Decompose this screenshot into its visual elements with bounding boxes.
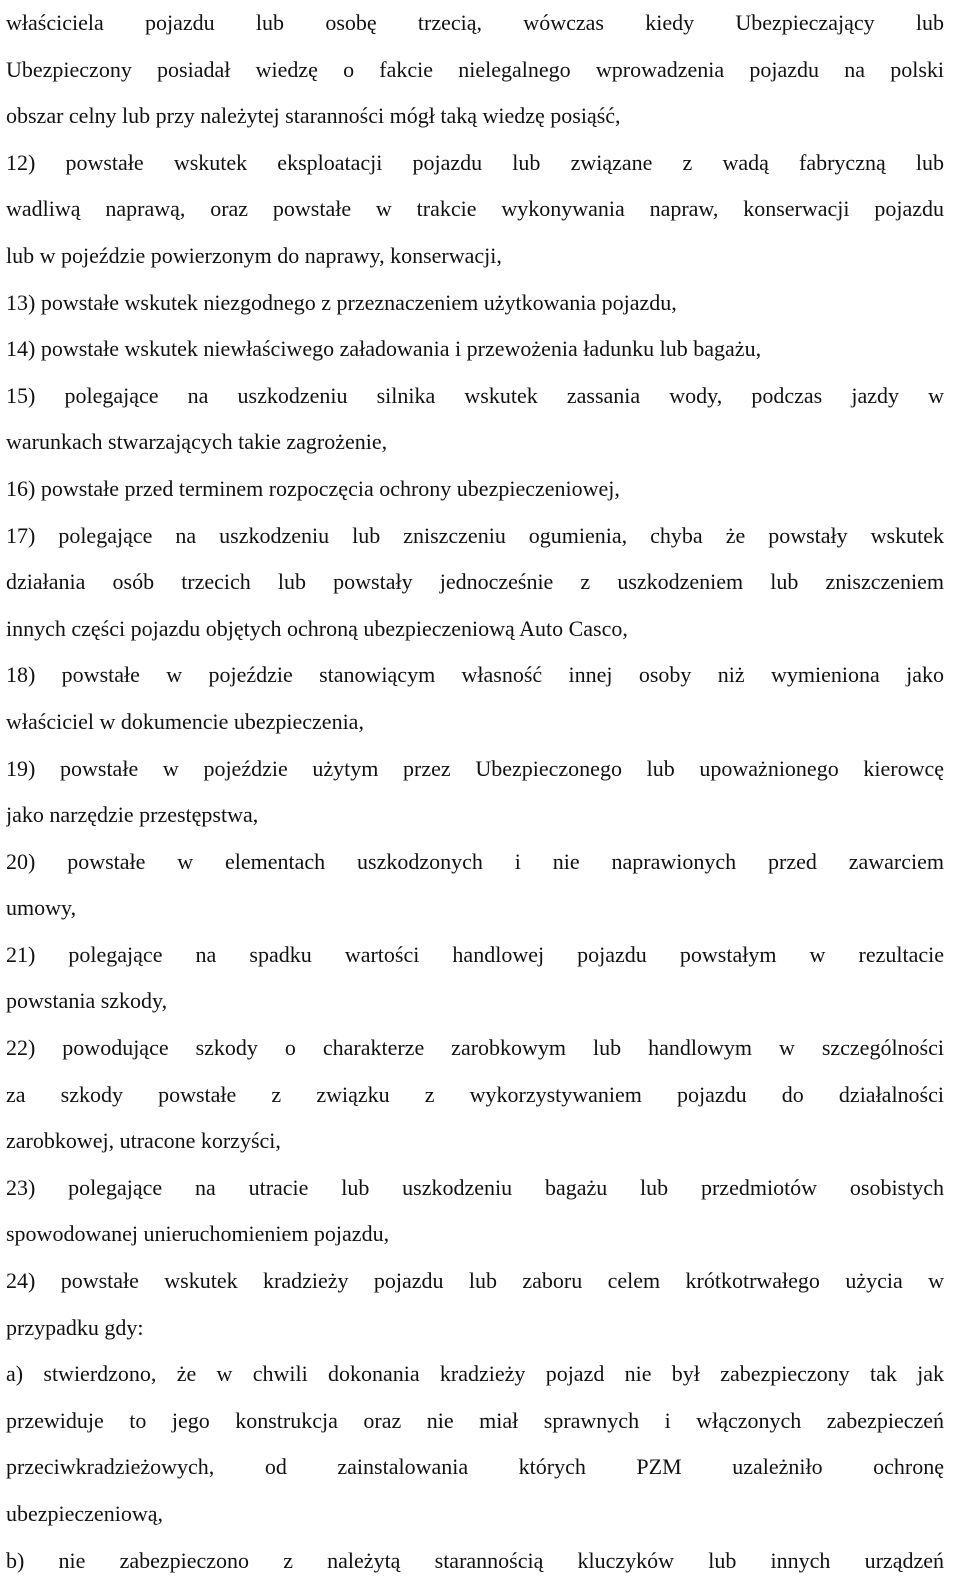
text-line: 22) powodujące szkody o charakterze zarobkowym lub handlowym w szczególności (6, 1035, 944, 1061)
text-line: 19) powstałe w pojeździe użytym przez Ubezpieczonego lub upoważnionego kierowcę (6, 755, 944, 781)
text-line: przeciwkradzieżowych, od zainstalowania których PZM uzależniło ochronę (6, 1454, 944, 1480)
text-line: przewiduje to jego konstrukcja oraz nie miał sprawnych i włączonych zabezpieczeń (6, 1407, 944, 1433)
text-line: a) stwierdzono, że w chwili dokonania kradzieży pojazd nie był zabezpieczony tak jak (6, 1361, 944, 1387)
text-line: jako narzędzie przestępstwa, (6, 802, 259, 828)
text-line: 17) polegające na uszkodzeniu lub zniszczeniu ogumienia, chyba że powstały wskutek (6, 522, 944, 548)
text-line: za szkody powstałe z związku z wykorzystywaniem pojazdu do działalności (6, 1081, 944, 1107)
document-page (6, 0, 944, 1589)
text-line: 13) powstałe wskutek niezgodnego z przeznaczeniem użytkowania pojazdu, (6, 289, 677, 315)
text-line: 14) powstałe wskutek niewłaściwego załadowania i przewożenia ładunku lub bagażu, (6, 336, 762, 362)
text-line: 24) powstałe wskutek kradzieży pojazdu lub zaboru celem krótkotrwałego użycia w (6, 1268, 944, 1294)
text-line: 20) powstałe w elementach uszkodzonych i nie naprawionych przed zawarciem (6, 848, 944, 874)
text-line: 21) polegające na spadku wartości handlowej pojazdu powstałym w rezultacie (6, 941, 944, 967)
text-line: 23) polegające na utracie lub uszkodzeniu bagażu lub przedmiotów osobistych (6, 1174, 944, 1200)
text-line: 12) powstałe wskutek eksploatacji pojazdu lub związane z wadą fabryczną lub (6, 149, 944, 175)
text-line: przypadku gdy: (6, 1314, 144, 1340)
text-line: zarobkowej, utracone korzyści, (6, 1128, 281, 1154)
text-line: 16) powstałe przed terminem rozpoczęcia ochrony ubezpieczeniowej, (6, 475, 620, 501)
text-line: spowodowanej unieruchomieniem pojazdu, (6, 1221, 390, 1247)
text-line: powstania szkody, (6, 988, 168, 1014)
text-line: 18) powstałe w pojeździe stanowiącym własność innej osoby niż wymieniona jako (6, 662, 944, 688)
text-line: umowy, (6, 895, 77, 921)
text-line: innych części pojazdu objętych ochroną ubezpieczeniową Auto Casco, (6, 615, 628, 641)
text-line: 15) polegające na uszkodzeniu silnika wskutek zassania wody, podczas jazdy w (6, 382, 944, 408)
text-line: właściciela pojazdu lub osobę trzecią, wówczas kiedy Ubezpieczający lub (6, 10, 944, 35)
text-line: lub w pojeździe powierzonym do naprawy, konserwacji, (6, 242, 502, 268)
text-line: ubezpieczeniową, (6, 1501, 163, 1526)
text-line: obszar celny lub przy należytej staranności mógł taką wiedzę posiąść, (6, 103, 621, 129)
text-line: właściciel w dokumencie ubezpieczenia, (6, 708, 364, 734)
text-line: wadliwą naprawą, oraz powstałe w trakcie wykonywania napraw, konserwacji pojazdu (6, 196, 944, 222)
text-line: b) nie zabezpieczono z należytą starannością kluczyków lub innych urządzeń (6, 1547, 944, 1573)
text-line: działania osób trzecich lub powstały jednocześnie z uszkodzeniem lub zniszczeniem (6, 569, 944, 595)
text-line: warunkach stwarzających takie zagrożenie, (6, 429, 388, 455)
text-line: Ubezpieczony posiadał wiedzę o fakcie nielegalnego wprowadzenia pojazdu na polski (6, 56, 944, 82)
